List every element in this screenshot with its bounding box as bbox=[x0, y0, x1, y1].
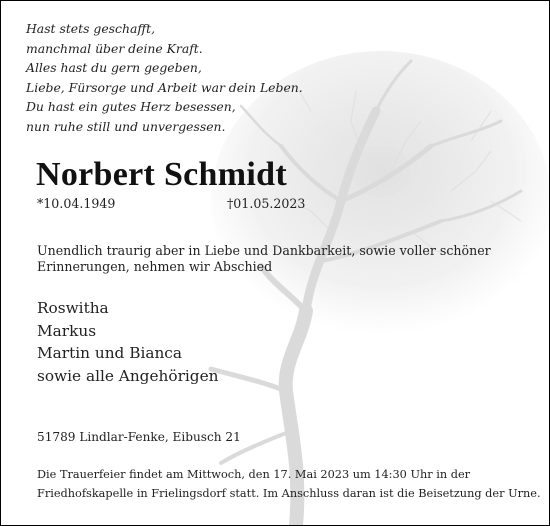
mourners-list bbox=[37, 297, 219, 387]
mourner-name: Markus bbox=[37, 321, 97, 340]
death-date: †01.05.2023 bbox=[227, 196, 306, 211]
poem-line: nun ruhe still und unvergessen. bbox=[26, 118, 226, 134]
poem-line: Hast stets geschafft, bbox=[26, 21, 156, 36]
poem bbox=[26, 19, 303, 137]
birth-date: *10.04.1949 bbox=[37, 196, 116, 211]
farewell-message bbox=[37, 243, 527, 275]
notice-line: Friedhofskapelle in Frielingsdorf statt. Im Anschluss daran ist die Beisetzung der Urne. bbox=[37, 486, 541, 500]
address: 51789 Lindlar-Fenke, Eibusch 21 bbox=[37, 430, 241, 444]
notice-line: Die Trauerfeier findet am Mittwoch, den 17. Mai 2023 um 14:30 Uhr in der bbox=[37, 468, 471, 481]
poem-line: Du hast ein gutes Herz besessen, bbox=[26, 99, 236, 115]
funeral-notice bbox=[37, 466, 541, 503]
message-line: Unendlich traurig aber in Liebe und Dankbarkeit, sowie voller schöner bbox=[37, 243, 491, 258]
poem-line: manchmal über deine Kraft. bbox=[26, 40, 203, 56]
mourner-name: Roswitha bbox=[37, 299, 109, 317]
poem-line: Alles hast du gern gegeben, bbox=[26, 60, 202, 76]
mourner-name: Martin und Bianca bbox=[37, 344, 182, 363]
poem-line: Liebe, Fürsorge und Arbeit war dein Leben. bbox=[26, 79, 303, 95]
mourner-name: sowie alle Angehörigen bbox=[37, 366, 219, 385]
deceased-name: Norbert Schmidt bbox=[36, 156, 287, 193]
message-line: Erinnerungen, nehmen wir Abschied bbox=[37, 259, 273, 274]
